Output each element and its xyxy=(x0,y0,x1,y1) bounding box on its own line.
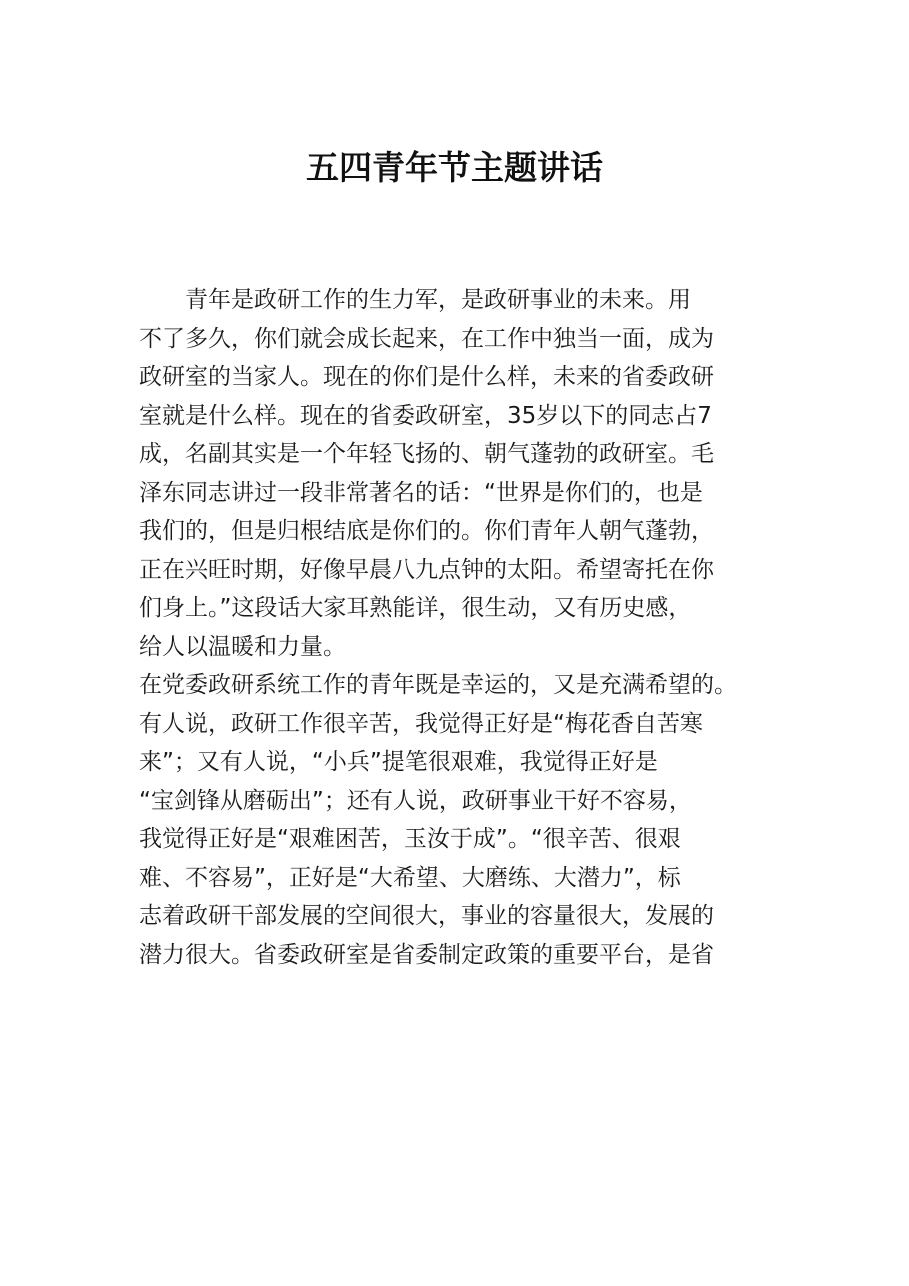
text-line: 来”；又有人说，“小兵”提笔很艰难，我觉得正好是 xyxy=(139,749,658,775)
text-line: 成，名副其实是一个年轻飞扬的、朝气蓬勃的政研室。毛 xyxy=(139,441,714,467)
text-line: 室就是什么样。现在的省委政研室，35岁以下的同志占7 xyxy=(139,402,712,429)
text-line: 青年是政研工作的生力军，是政研事业的未来。用 xyxy=(139,287,691,313)
text-line: 我们的，但是归根结底是你们的。你们青年人朝气蓬勃， xyxy=(139,518,714,544)
text-line: 我觉得正好是“艰难困苦，玉汝于成”。“很辛苦、很艰 xyxy=(139,826,681,852)
text-line: 不了多久，你们就会成长起来，在工作中独当一面，成为 xyxy=(139,325,714,352)
text-line: 潜力很大。省委政研室是省委制定政策的重要平台，是省 xyxy=(139,941,714,968)
text-line: 有人说，政研工作很辛苦，我觉得正好是“梅花香自苦寒 xyxy=(139,710,703,737)
text-line: 志着政研干部发展的空间很大，事业的容量很大，发展的 xyxy=(139,903,714,929)
text-line: 难、不容易”，正好是“大希望、大磨练、大潜力”，标 xyxy=(139,864,681,891)
text-line: 正在兴旺时期，好像早晨八九点钟的太阳。希望寄托在你 xyxy=(139,556,714,583)
text-line: “宝剑锋从磨砺出”；还有人说，政研事业干好不容易， xyxy=(139,787,692,814)
text-line: 在党委政研系统工作的青年既是幸运的，又是充满希望的。 xyxy=(139,672,737,698)
text-line: 给人以温暖和力量。 xyxy=(139,633,346,660)
document-body xyxy=(139,281,779,974)
text-line: 政研室的当家人。现在的你们是什么样，未来的省委政研 xyxy=(139,364,714,390)
text-line: 泽东同志讲过一段非常著名的话：“世界是你们的，也是 xyxy=(139,479,703,506)
text-line: 们身上。”这段话大家耳熟能详，很生动，又有历史感， xyxy=(139,595,692,621)
document-title: 五四青年节主题讲话 xyxy=(306,148,603,187)
